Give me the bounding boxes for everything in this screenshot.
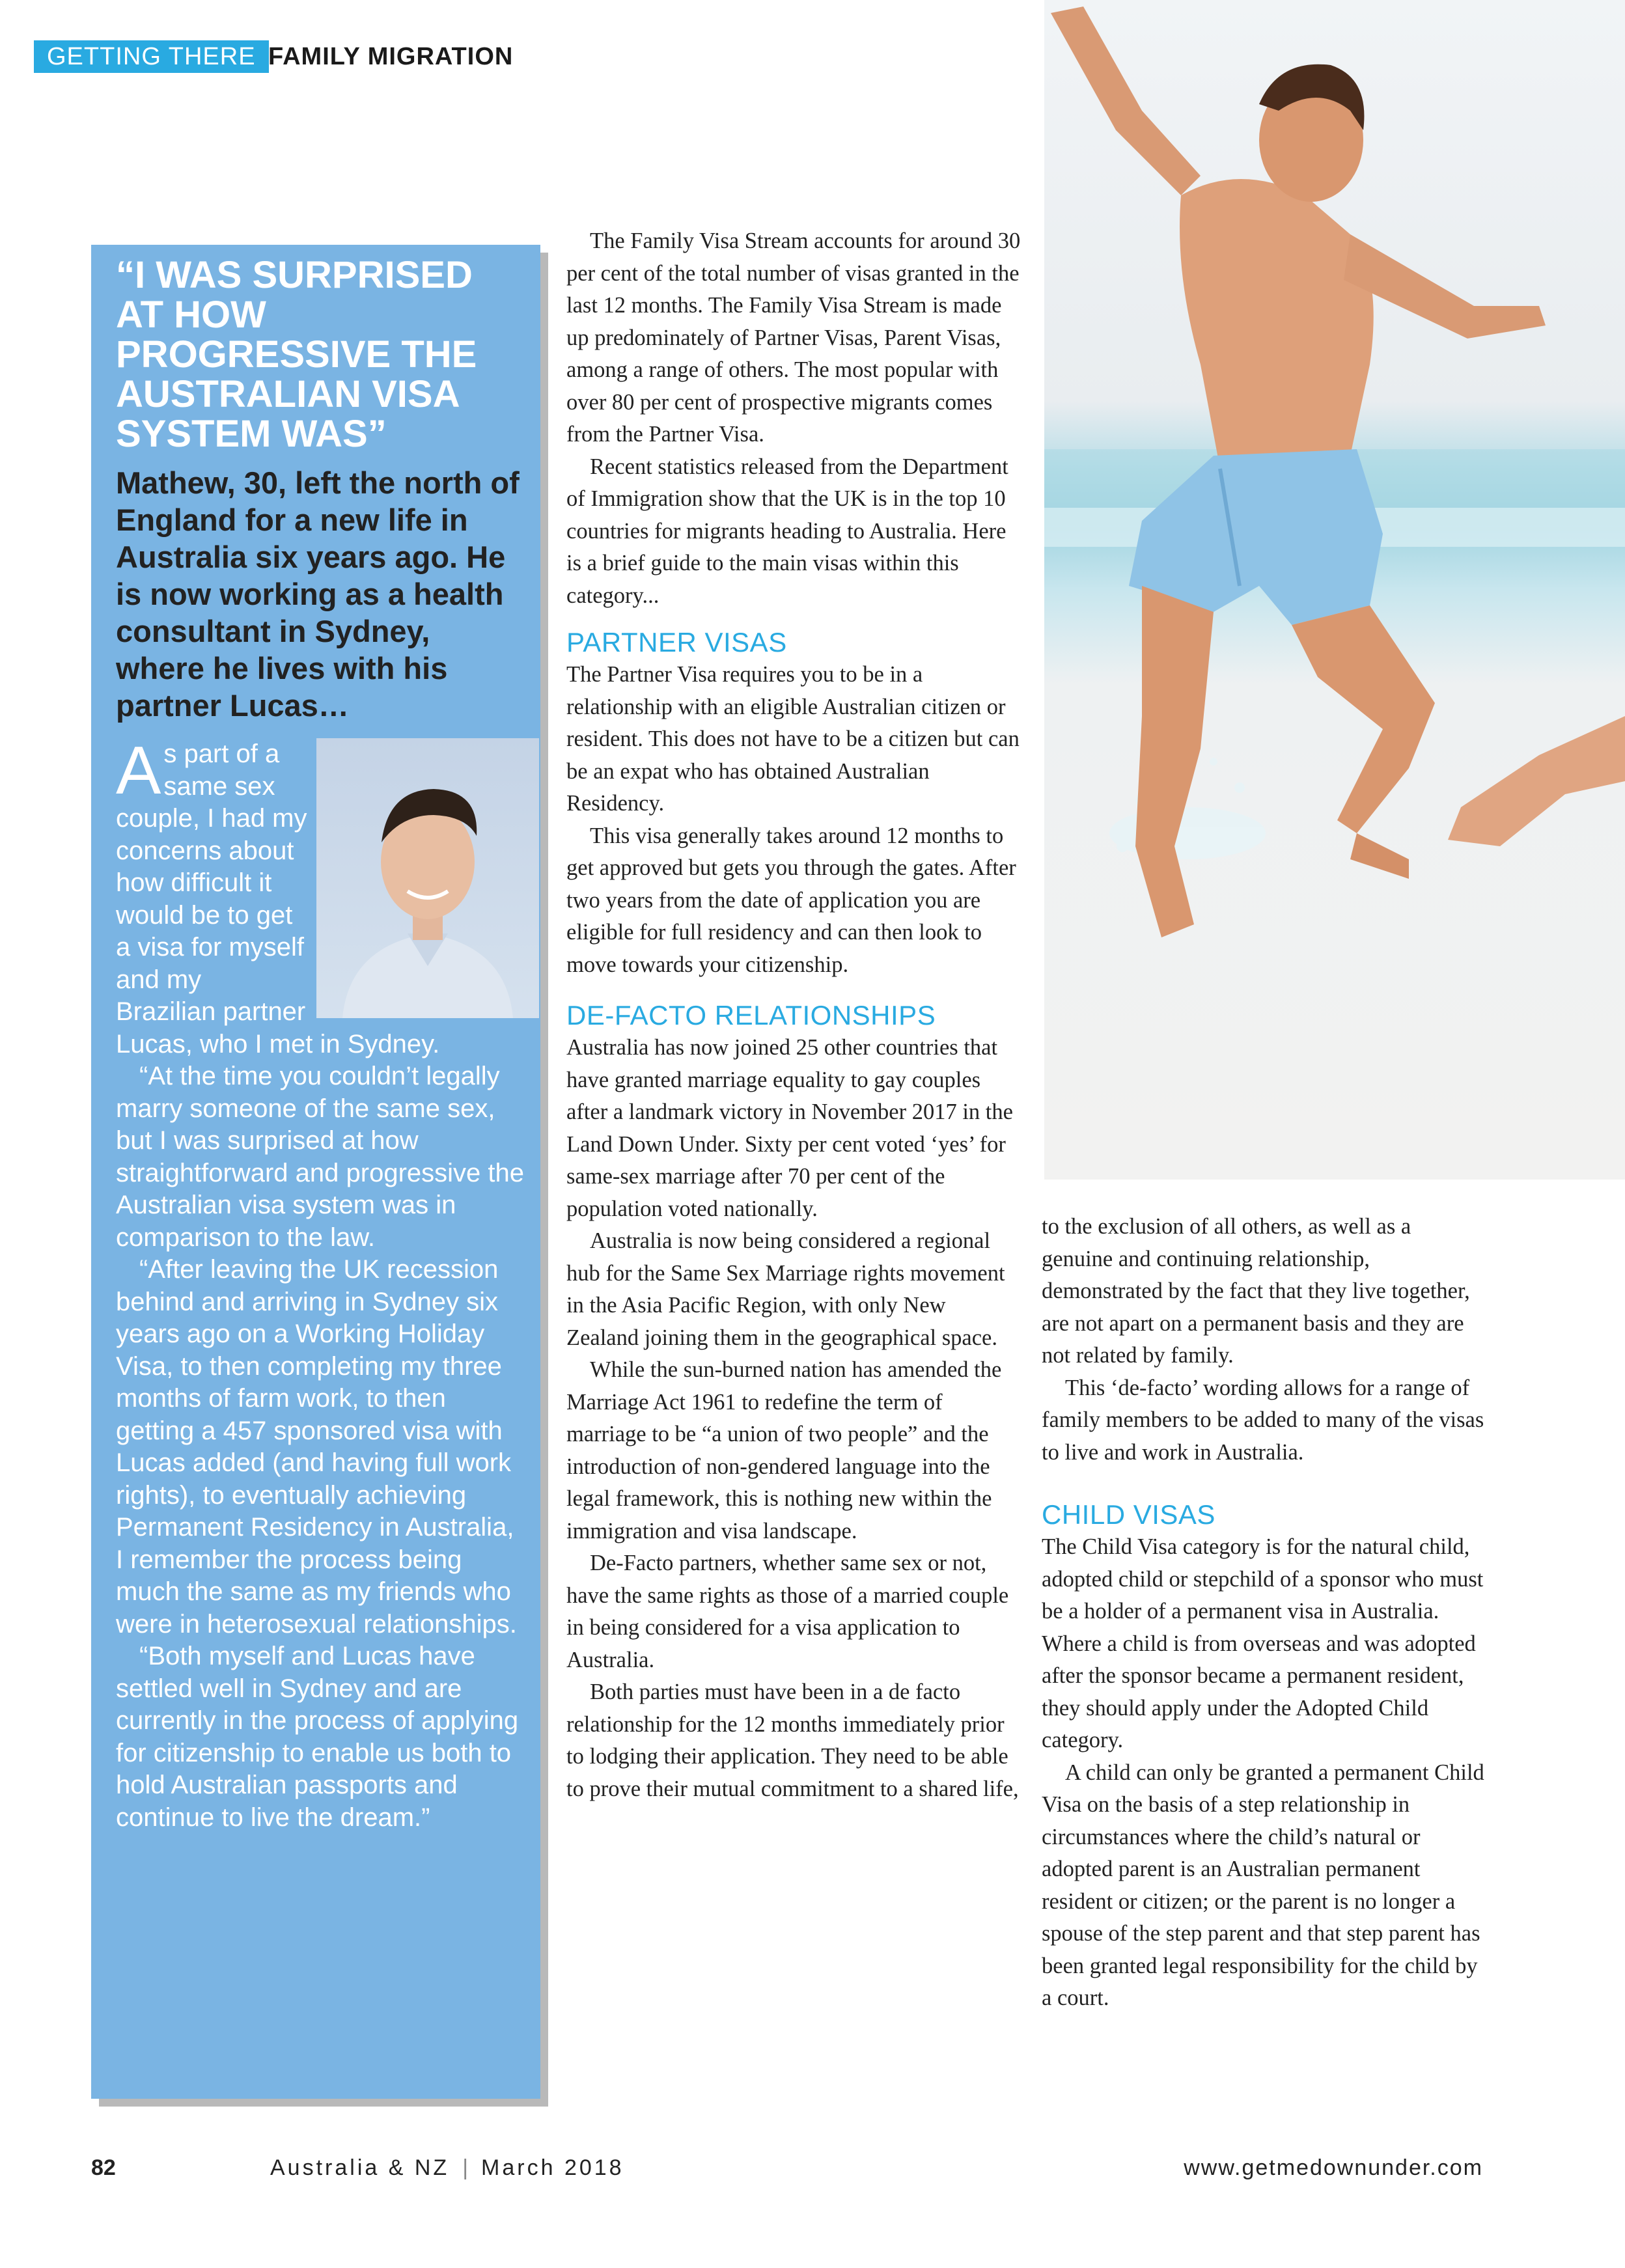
article-paragraph: This ‘de-facto’ wording allows for a range of family members to be added to many of the visas to live and work in Australia. [1042,1375,1484,1465]
section-tag: GETTING THERE [34,40,269,73]
portrait-photo [316,738,539,1018]
article-paragraph: to the exclusion of all others, as well as a genuine and continuing relationship, demonstrated by the fact that they live together, are not apart on a permanent basis and they are not related by family. [1042,1214,1470,1368]
article-paragraph: The Partner Visa requires you to be in a relationship with an eligible Australian citizen or resident. This does not have to be a citizen but can be an expat who has obtained Australian Residency. [566,662,1020,816]
article-paragraph: Australia is now being considered a regional hub for the Same Sex Marriage rights movement in the Asia Pacific Region, with only New Zealand joining them in the geographical space. [566,1228,1005,1350]
beach-photo [1044,0,1625,1180]
sidebar-headline: “I WAS SURPRISED AT HOW PROGRESSIVE THE AUSTRALIAN VISA SYSTEM WAS” [116,254,477,455]
sidebar-intro: Mathew, 30, left the north of England for a new life in Australia six years ago. He is now working as a health consultant in Sydney, where he lives with his partner Lucas… [116,465,520,723]
sidebar-paragraph: “After leaving the UK recession behind and arriving in Sydney six years ago on a Working Holiday Visa, to then completing my three months of farm work, to then getting a 457 sponsored visa with Lucas added (and having full work rights), to eventually achieving Permanent Residency in Australia, I remember the process being much the same as my friends who were in heterosexual relationships. [116,1255,517,1639]
article-paragraph: A child can only be granted a permanent Child Visa on the basis of a step relationship in circumstances where the child’s natural or adopted parent is an Australian permanent resident or citizen; or the parent is no longer a spouse of the step parent and that step parent has been granted legal responsibility for the child by a court. [1042,1760,1484,2010]
heading-partner-visas: PARTNER VISAS [566,627,787,657]
article-paragraph: The Child Visa category is for the natural child, adopted child or stepchild of a sponsor who must be a holder of a permanent visa in Australia. Where a child is from overseas and was adopted after the sponsor became a permanent resident, they should apply under the Adopted Child category. [1042,1534,1484,1752]
publication-name: Australia & NZ [270,2155,450,2180]
sidebar-paragraph: “At the time you couldn’t legally marry someone of the same sex, but I was surprised at how straightforward and progressive the Australian visa system was in comparison to the law. [116,1062,524,1252]
website-url: www.getmedownunder.com [1184,2155,1483,2180]
article-paragraph: Recent statistics released from the Department of Immigration show that the UK is in the top 10 countries for migrants heading to Australia. Here is a brief guide to the main visas within this category... [566,454,1008,608]
footer-separator: | [462,2155,469,2180]
article-paragraph: This visa generally takes around 12 months to get approved but gets you through the gates. After two years from the date of application you are eligible for full residency and can then look to move towards your citizenship. [566,823,1016,977]
page-number: 82 [91,2155,116,2180]
article-column-right [1042,1211,1484,2015]
issue-date: March 2018 [481,2155,624,2180]
sidebar-box [91,245,540,2099]
drop-cap: A [116,733,161,809]
article-paragraph: While the sun-burned nation has amended the Marriage Act 1961 to redefine the term of marriage to be “a union of two people” and the introduction of non-gendered language into the legal framework, this is nothing new within the immigration and visa landscape. [566,1357,1002,1543]
article-paragraph: Both parties must have been in a de facto relationship for the 12 months immediately prior to lodging their application. They need to be able to prove their mutual commitment to a shared life, [566,1680,1019,1801]
publication-info [270,2153,624,2182]
heading-defacto: DE-FACTO RELATIONSHIPS [566,1000,936,1030]
heading-child-visas: CHILD VISAS [1042,1499,1215,1530]
sidebar-paragraph: s part of a same sex couple, I had my concerns about how difficult it would be to get a visa for myself and my Brazilian partner Lucas, who I met in Sydney. [116,740,440,1058]
portrait-illustration [316,738,539,1018]
beach-photo-illustration [1044,0,1625,1180]
article-column-middle [566,225,1022,1805]
article-paragraph: The Family Visa Stream accounts for around 30 per cent of the total number of visas granted in the last 12 months. The Family Visa Stream is made up predominately of Partner Visas, Parent Visas, among a range of others. The most popular with over 80 per cent of prospective migrants comes from the Partner Visa. [566,228,1021,447]
sidebar-body [116,733,526,1834]
article-paragraph: De-Facto partners, whether same sex or not, have the same rights as those of a married couple in being considered for a visa application to Australia. [566,1551,1009,1672]
article-paragraph: Australia has now joined 25 other countries that have granted marriage equality to gay couples after a landmark victory in November 2017 in the Land Down Under. Sixty per cent voted ‘yes’ for same-sex marriage after 70 per cent of the population voted nationally. [566,1035,1013,1221]
sidebar-paragraph: “Both myself and Lucas have settled well in Sydney and are currently in the process of applying for citizenship to enable us both to hold Australian passports and continue to live the dream.” [116,1642,519,1832]
section-title: FAMILY MIGRATION [268,43,514,70]
